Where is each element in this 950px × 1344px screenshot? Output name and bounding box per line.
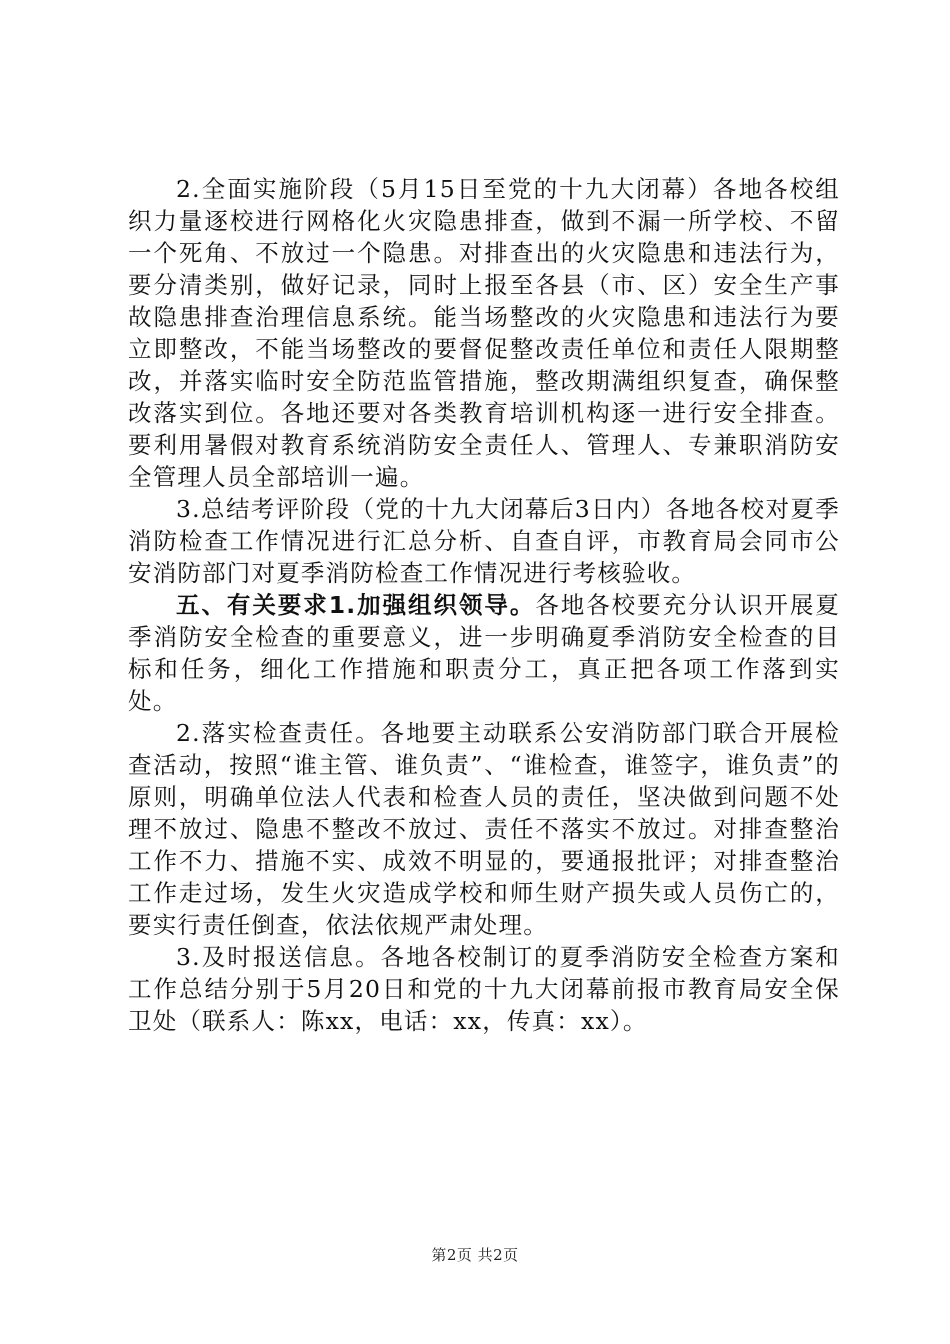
paragraph-report-information	[128, 941, 840, 1037]
paragraph-inspection-responsibility	[128, 717, 840, 941]
paragraph-text: 3.及时报送信息。各地各校制订的夏季消防安全检查方案和工作总结分别于5月20日和党的十九大闭幕前报市教育局安全保卫处（联系人：陈xx，电话：xx，传真：xx）。	[128, 943, 840, 1035]
paragraph-requirements	[128, 589, 840, 717]
section-heading: 五、有关要求1.加强组织领导。	[176, 591, 536, 619]
paragraph-text: 3.总结考评阶段（党的十九大闭幕后3日内）各地各校对夏季消防检查工作情况进行汇总分析、自查自评，市教育局会同市公安消防部门对夏季消防检查工作情况进行考核验收。	[128, 495, 840, 587]
paragraph-summary-phase	[128, 493, 840, 589]
paragraph-implementation-phase	[128, 173, 840, 493]
document-body	[128, 173, 840, 1037]
page-number-footer: 第2页 共2页	[431, 1246, 519, 1264]
paragraph-text: 2.全面实施阶段（5月15日至党的十九大闭幕）各地各校组织力量逐校进行网格化火灾隐患排查，做到不漏一所学校、不留一个死角、不放过一个隐患。对排查出的火灾隐患和违法行为，要分清类别，做好记录，同时上报至各县（市、区）安全生产事故隐患排查治理信息系统。能当场整改的火灾隐患和违法行为要立即整改，不能当场整改的要督促整改责任单位和责任人限期整改，并落实临时安全防范监管措施，整改期满组织复查，确保整改落实到位。各地还要对各类教育培训机构逐一进行安全排查。要利用暑假对教育系统消防安全责任人、管理人、专兼职消防安全管理人员全部培训一遍。	[128, 175, 840, 491]
paragraph-text: 2.落实检查责任。各地要主动联系公安消防部门联合开展检查活动，按照“谁主管、谁负责”、“谁检查，谁签字，谁负责”的原则，明确单位法人代表和检查人员的责任，坚决做到问题不处理不放过、隐患不整改不放过、责任不落实不放过。对排查整治工作不力、措施不实、成效不明显的，要通报批评；对排查整治工作走过场，发生火灾造成学校和师生财产损失或人员伤亡的，要实行责任倒查，依法依规严肃处理。	[128, 719, 840, 939]
paragraph-text: 各地各校要充分认识开展夏季消防安全检查的重要意义，进一步明确夏季消防安全检查的目标和任务，细化工作措施和职责分工，真正把各项工作落到实处。	[128, 591, 841, 715]
